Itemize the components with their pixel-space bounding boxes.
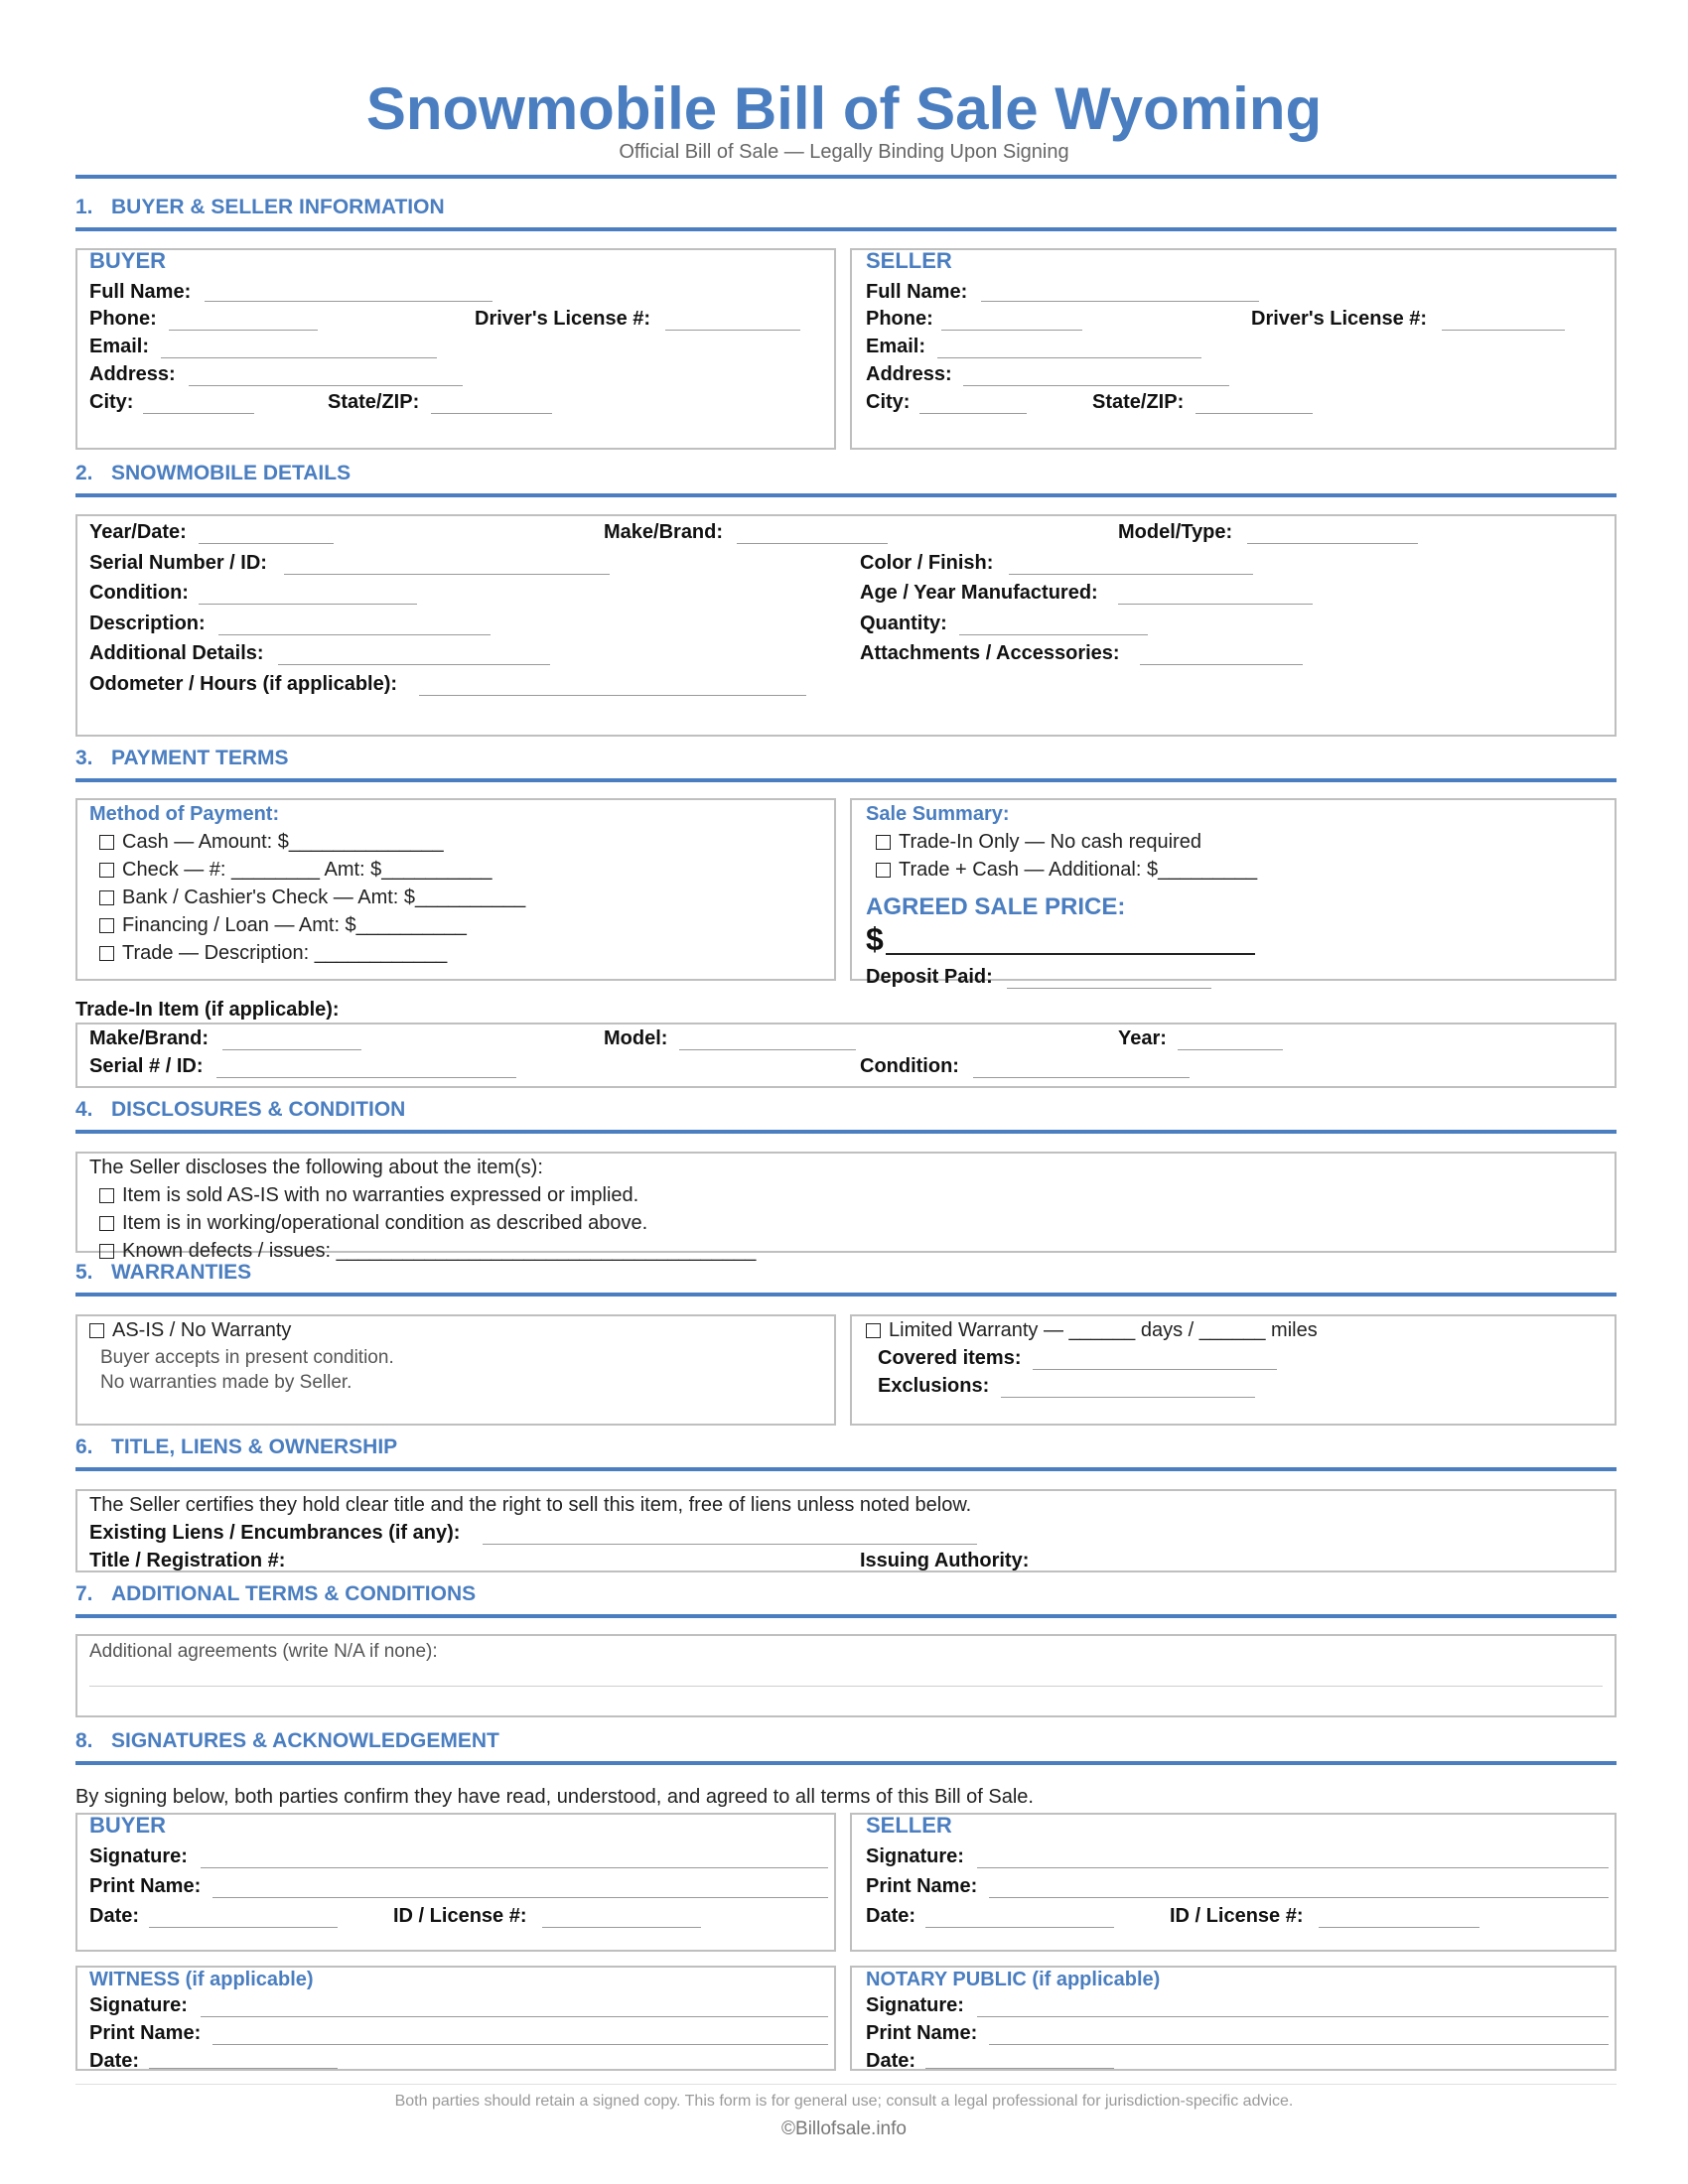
seller-email-label: Email:	[866, 336, 926, 357]
buyer-license-label: Driver's License #:	[475, 308, 651, 330]
section-3-title: PAYMENT TERMS	[111, 747, 289, 769]
section-1-heading	[75, 196, 1617, 231]
seller-full-name-field[interactable]	[981, 301, 1259, 302]
section-4-title: DISCLOSURES & CONDITION	[111, 1098, 406, 1121]
exclusions-field[interactable]	[1001, 1397, 1255, 1398]
seller-phone-field[interactable]	[941, 330, 1082, 331]
trade-in-model-label: Model:	[604, 1027, 668, 1049]
seller-city-label: City:	[866, 391, 911, 413]
quantity-label: Quantity:	[860, 613, 947, 634]
cash-checkbox[interactable]	[99, 835, 114, 850]
odometer-field[interactable]	[419, 695, 806, 696]
signature-acknowledgement-text: By signing below, both parties confirm they have read, understood, and agreed to all terms of this Bill of Sale.	[75, 1786, 1034, 1808]
trade-in-model-field[interactable]	[679, 1049, 856, 1050]
financing-option-label: Financing / Loan — Amt: $__________	[122, 914, 467, 936]
summary-option-trade-cash[interactable]	[876, 858, 1257, 882]
as-is-note-2: No warranties made by Seller.	[100, 1372, 352, 1393]
section-6-number: 6.	[75, 1435, 93, 1458]
buyer-date-field[interactable]	[149, 1927, 338, 1928]
buyer-state-zip-field[interactable]	[431, 413, 552, 414]
trade-cash-checkbox[interactable]	[876, 863, 891, 878]
trade-option-label: Trade — Description: ____________	[122, 942, 448, 964]
snowmobile-details-box	[75, 514, 1617, 737]
section-2-number: 2.	[75, 462, 93, 484]
make-brand-label: Make/Brand:	[604, 521, 724, 543]
existing-liens-label: Existing Liens / Encumbrances (if any):	[89, 1522, 461, 1544]
witness-print-name-field[interactable]	[212, 2044, 828, 2045]
description-field[interactable]	[218, 634, 491, 635]
model-type-field[interactable]	[1247, 543, 1418, 544]
known-defects-checkbox[interactable]	[99, 1244, 114, 1259]
footer-note: Both parties should retain a signed copy. This form is for general use; consult a legal professional for jurisdiction-specific advice.	[394, 2093, 1294, 2110]
payment-method-heading: Method of Payment:	[89, 803, 280, 825]
seller-signature-label: Signature:	[866, 1845, 964, 1867]
seller-city-field[interactable]	[919, 413, 1027, 414]
seller-date-field[interactable]	[925, 1927, 1114, 1928]
odometer-label: Odometer / Hours (if applicable):	[89, 673, 398, 695]
make-brand-field[interactable]	[737, 543, 888, 544]
notary-signature-label: Signature:	[866, 1994, 964, 2016]
section-8-title: SIGNATURES & ACKNOWLEDGEMENT	[111, 1729, 499, 1752]
document-subtitle: Official Bill of Sale — Legally Binding Upon Signing	[619, 141, 1069, 163]
working-condition-checkbox[interactable]	[99, 1216, 114, 1231]
condition-field[interactable]	[199, 604, 417, 605]
buyer-phone-label: Phone:	[89, 308, 157, 330]
seller-state-zip-label: State/ZIP:	[1092, 391, 1185, 413]
payment-option-check[interactable]	[99, 858, 492, 882]
additional-agreements-label: Additional agreements (write N/A if none):	[89, 1641, 438, 1662]
section-5-heading	[75, 1261, 1617, 1297]
section-1-number: 1.	[75, 196, 93, 218]
section-6-title: TITLE, LIENS & OWNERSHIP	[111, 1435, 398, 1458]
trade-in-condition-field[interactable]	[973, 1077, 1190, 1078]
trade-in-year-field[interactable]	[1178, 1049, 1283, 1050]
payment-option-cash[interactable]	[99, 830, 444, 854]
seller-id-license-label: ID / License #:	[1170, 1905, 1304, 1927]
buyer-address-field[interactable]	[189, 385, 463, 386]
financing-checkbox[interactable]	[99, 918, 114, 933]
title-certification-text: The Seller certifies they hold clear title and the right to sell this item, free of liens unless noted below.	[89, 1494, 972, 1516]
section-2-heading	[75, 462, 1617, 497]
bank-option-label: Bank / Cashier's Check — Amt: $__________	[122, 887, 526, 908]
cash-option-label: Cash — Amount: $______________	[122, 831, 444, 853]
section-4-number: 4.	[75, 1098, 93, 1121]
condition-label: Condition:	[89, 582, 189, 604]
covered-items-label: Covered items:	[878, 1347, 1022, 1369]
trade-in-serial-label: Serial # / ID:	[89, 1055, 204, 1077]
trade-only-checkbox[interactable]	[876, 835, 891, 850]
seller-phone-label: Phone:	[866, 308, 933, 330]
witness-signature-field[interactable]	[201, 2016, 828, 2017]
section-3-heading	[75, 747, 1617, 782]
trade-only-label: Trade-In Only — No cash required	[899, 831, 1201, 853]
trade-in-box	[75, 1023, 1617, 1088]
witness-heading: WITNESS (if applicable)	[89, 1969, 314, 1990]
attachments-label: Attachments / Accessories:	[860, 642, 1120, 664]
section-3-number: 3.	[75, 747, 93, 769]
year-date-label: Year/Date:	[89, 521, 187, 543]
as-is-disclosure-label: Item is sold AS-IS with no warranties expressed or implied.	[122, 1184, 639, 1206]
notary-heading: NOTARY PUBLIC (if applicable)	[866, 1969, 1161, 1990]
witness-signature-label: Signature:	[89, 1994, 188, 2016]
seller-address-label: Address:	[866, 363, 952, 385]
seller-date-label: Date:	[866, 1905, 916, 1927]
notary-print-name-label: Print Name:	[866, 2022, 978, 2044]
section-2-title: SNOWMOBILE DETAILS	[111, 462, 352, 484]
buyer-email-field[interactable]	[161, 357, 437, 358]
section-7-number: 7.	[75, 1582, 93, 1605]
buyer-license-field[interactable]	[665, 330, 800, 331]
seller-print-name-label: Print Name:	[866, 1875, 978, 1897]
seller-info-box	[850, 248, 1617, 450]
footer-rule	[75, 2084, 1617, 2085]
section-5-title: WARRANTIES	[111, 1261, 252, 1284]
agreed-sale-price-label: AGREED SALE PRICE:	[866, 893, 1126, 920]
notary-date-label: Date:	[866, 2050, 916, 2072]
seller-email-field[interactable]	[937, 357, 1201, 358]
section-8-number: 8.	[75, 1729, 93, 1752]
section-1-title: BUYER & SELLER INFORMATION	[111, 196, 445, 218]
buyer-state-zip-label: State/ZIP:	[328, 391, 420, 413]
header-rule	[75, 175, 1617, 179]
section-4-heading	[75, 1098, 1617, 1134]
trade-in-year-label: Year:	[1118, 1027, 1167, 1049]
seller-address-field[interactable]	[963, 385, 1229, 386]
trade-in-serial-field[interactable]	[216, 1077, 516, 1078]
buyer-address-label: Address:	[89, 363, 176, 385]
attachments-field[interactable]	[1140, 664, 1303, 665]
limited-warranty-checkbox[interactable]	[866, 1323, 881, 1338]
trade-in-heading: Trade-In Item (if applicable):	[75, 999, 340, 1021]
buyer-id-license-label: ID / License #:	[393, 1905, 527, 1927]
deposit-paid-label: Deposit Paid:	[866, 966, 993, 988]
disclosure-working[interactable]	[99, 1211, 647, 1235]
additional-details-label: Additional Details:	[89, 642, 264, 664]
trade-in-make-field[interactable]	[222, 1049, 361, 1050]
description-label: Description:	[89, 613, 206, 634]
dollar-sign: $	[866, 921, 884, 957]
model-type-label: Model/Type:	[1118, 521, 1233, 543]
section-7-title: ADDITIONAL TERMS & CONDITIONS	[111, 1582, 477, 1605]
buyer-print-name-field[interactable]	[212, 1897, 828, 1898]
disclosure-as-is[interactable]	[99, 1183, 638, 1207]
payment-option-trade[interactable]	[99, 941, 447, 965]
existing-liens-field[interactable]	[483, 1544, 977, 1545]
limited-warranty-label: Limited Warranty — ______ days / ______ miles	[889, 1319, 1318, 1341]
color-finish-label: Color / Finish:	[860, 552, 994, 574]
buyer-full-name-field[interactable]	[205, 301, 492, 302]
buyer-signature-label: Signature:	[89, 1845, 188, 1867]
buyer-city-field[interactable]	[143, 413, 254, 414]
check-checkbox[interactable]	[99, 863, 114, 878]
buyer-print-name-label: Print Name:	[89, 1875, 202, 1897]
as-is-disclosure-checkbox[interactable]	[99, 1188, 114, 1203]
seller-signature-heading: SELLER	[866, 1813, 952, 1838]
disclosure-defects[interactable]	[99, 1239, 756, 1263]
warranty-limited-option[interactable]	[866, 1318, 1318, 1342]
seller-license-field[interactable]	[1442, 330, 1565, 331]
payment-option-financing[interactable]	[99, 913, 467, 937]
sale-summary-heading: Sale Summary:	[866, 803, 1010, 825]
witness-date-field[interactable]	[149, 2068, 338, 2069]
age-year-field[interactable]	[1118, 604, 1313, 605]
seller-heading: SELLER	[866, 248, 952, 273]
witness-date-label: Date:	[89, 2050, 140, 2072]
summary-option-trade-only[interactable]	[876, 830, 1201, 854]
notary-print-name-field[interactable]	[989, 2044, 1609, 2045]
witness-print-name-label: Print Name:	[89, 2022, 202, 2044]
trade-cash-label: Trade + Cash — Additional: $_________	[899, 859, 1258, 881]
notary-signature-field[interactable]	[977, 2016, 1609, 2017]
warranty-as-is-option[interactable]	[89, 1318, 291, 1342]
age-year-label: Age / Year Manufactured:	[860, 582, 1098, 604]
additional-details-field[interactable]	[278, 664, 550, 665]
buyer-city-label: City:	[89, 391, 134, 413]
trade-in-condition-label: Condition:	[860, 1055, 959, 1077]
bank-checkbox[interactable]	[99, 890, 114, 905]
buyer-phone-field[interactable]	[169, 330, 318, 331]
agreed-sale-price-field[interactable]	[886, 953, 1255, 955]
as-is-note-1: Buyer accepts in present condition.	[100, 1347, 394, 1368]
buyer-info-box	[75, 248, 836, 450]
title-registration-label: Title / Registration #:	[89, 1550, 286, 1571]
buyer-heading: BUYER	[89, 248, 167, 273]
as-is-warranty-label: AS-IS / No Warranty	[112, 1319, 292, 1341]
year-date-field[interactable]	[199, 543, 334, 544]
buyer-date-label: Date:	[89, 1905, 140, 1927]
seller-full-name-label: Full Name:	[866, 281, 968, 303]
section-6-heading	[75, 1435, 1617, 1471]
seller-signature-field[interactable]	[977, 1867, 1609, 1868]
payment-option-bank[interactable]	[99, 886, 525, 909]
section-8-heading	[75, 1729, 1617, 1765]
exclusions-label: Exclusions:	[878, 1375, 990, 1397]
quantity-field[interactable]	[959, 634, 1148, 635]
seller-license-label: Driver's License #:	[1251, 308, 1428, 330]
buyer-signature-field[interactable]	[201, 1867, 828, 1868]
color-finish-field[interactable]	[1009, 574, 1253, 575]
additional-agreements-field[interactable]	[89, 1686, 1603, 1687]
issuing-authority-label: Issuing Authority:	[860, 1550, 1030, 1571]
buyer-email-label: Email:	[89, 336, 150, 357]
serial-number-field[interactable]	[284, 574, 610, 575]
seller-id-license-field[interactable]	[1319, 1927, 1479, 1928]
buyer-signature-heading: BUYER	[89, 1813, 167, 1838]
section-7-heading	[75, 1582, 1617, 1618]
check-option-label: Check — #: ________ Amt: $__________	[122, 859, 492, 881]
serial-number-label: Serial Number / ID:	[89, 552, 267, 574]
disclosure-intro: The Seller discloses the following about the item(s):	[89, 1157, 543, 1178]
footer-copyright: ©Billofsale.info	[781, 2118, 907, 2139]
buyer-full-name-label: Full Name:	[89, 281, 192, 303]
known-defects-label: Known defects / issues: ______________________________________	[122, 1240, 757, 1262]
covered-items-field[interactable]	[1033, 1369, 1277, 1370]
as-is-warranty-checkbox[interactable]	[89, 1323, 104, 1338]
notary-date-field[interactable]	[925, 2068, 1114, 2069]
section-5-number: 5.	[75, 1261, 93, 1284]
buyer-id-license-field[interactable]	[542, 1927, 701, 1928]
seller-print-name-field[interactable]	[989, 1897, 1609, 1898]
working-condition-label: Item is in working/operational condition as described above.	[122, 1212, 648, 1234]
trade-checkbox[interactable]	[99, 946, 114, 961]
deposit-paid-field[interactable]	[1007, 988, 1211, 989]
seller-state-zip-field[interactable]	[1196, 413, 1313, 414]
document-title: Snowmobile Bill of Sale Wyoming	[365, 75, 1323, 142]
trade-in-make-label: Make/Brand:	[89, 1027, 210, 1049]
